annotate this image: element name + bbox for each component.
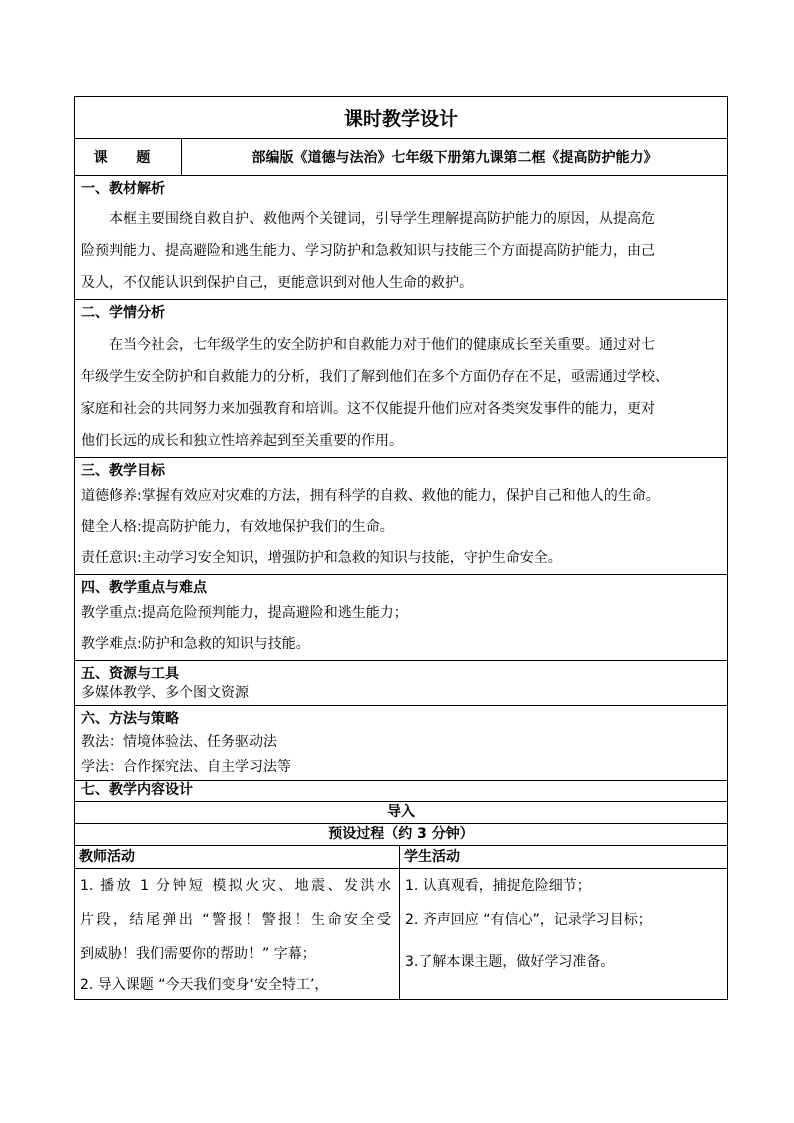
topic-value: 部编版《道德与法治》七年级下册第九课第二框《提高防护能力》 — [182, 139, 728, 176]
student-activity-header: 学生活动 — [400, 846, 728, 869]
textbook-section — [75, 176, 728, 300]
content-heading: 七、教学内容设计 — [81, 782, 193, 798]
stage-label: 导入 — [75, 802, 728, 824]
students-section — [75, 300, 728, 458]
topic-label: 课 题 — [75, 139, 182, 176]
key-points-section — [75, 575, 728, 661]
teacher-line: 2. 导入课题 “今天我们变身‘安全特工’， — [80, 977, 329, 993]
method-item: 学法：合作探究法、自主学习法等 — [81, 759, 291, 775]
teacher-activity-header: 教师活动 — [75, 846, 400, 869]
student-line: 1. 认真观看，捕捉危险细节； — [405, 878, 591, 894]
teacher-line: 到威胁！我们需要你的帮助！” 字幕； — [80, 946, 316, 962]
preset-label: 预设过程（约 3 分钟） — [75, 824, 728, 846]
teacher-line: 片段，结尾弹出 “警报！警报！生命安全受 — [80, 912, 391, 928]
student-line: 3.了解本课主题，做好学习准备。 — [405, 954, 615, 970]
goal-item: 责任意识:主动学习安全知识，增强防护和急救的知识与技能，守护生命安全。 — [81, 550, 562, 566]
student-activity-cell — [400, 869, 728, 1000]
textbook-line: 险预判能力、提高避险和逃生能力、学习防护和急救知识与技能三个方面提高防护能力，由己 — [81, 243, 655, 259]
page-title: 课时教学设计 — [75, 97, 728, 139]
textbook-heading: 一、教材解析 — [81, 181, 165, 197]
students-heading: 二、学情分析 — [81, 305, 165, 321]
students-line: 他们长远的成长和独立性培养起到至关重要的作用。 — [81, 433, 403, 449]
teacher-line: 1. 播放 1 分钟短 模拟火灾、地震、发洪水 — [80, 878, 391, 894]
students-line: 在当今社会，七年级学生的安全防护和自救能力对于他们的健康成长至关重要。通过对七 — [109, 337, 655, 353]
student-line: 2. 齐声回应 “有信心”，记录学习目标； — [405, 912, 652, 928]
key-point-item: 教学重点:提高危险预判能力，提高避险和逃生能力； — [81, 605, 408, 621]
lesson-plan-table — [74, 96, 728, 1000]
teacher-activity-cell — [75, 869, 400, 1000]
textbook-line: 及人，不仅能认识到保护自己，更能意识到对他人生命的救护。 — [81, 275, 473, 291]
methods-section — [75, 706, 728, 781]
teacher-activity — [80, 869, 391, 999]
students-line: 家庭和社会的共同努力来加强教育和培训。这不仅能提升他们应对各类突发事件的能力，更对 — [81, 401, 655, 417]
key-points-heading: 四、教学重点与难点 — [81, 580, 207, 596]
resources-heading: 五、资源与工具 — [81, 666, 179, 682]
goals-heading: 三、教学目标 — [81, 463, 165, 479]
content-section — [75, 781, 728, 802]
methods-heading: 六、方法与策略 — [81, 711, 179, 727]
goals-section — [75, 458, 728, 575]
goal-item: 道德修养:掌握有效应对灾难的方法，拥有科学的自救、救他的能力，保护自己和他人的生命。 — [81, 488, 660, 504]
students-line: 年级学生安全防护和自救能力的分析，我们了解到他们在多个方面仍存在不足，亟需通过学校、 — [81, 369, 669, 385]
goal-item: 健全人格:提高防护能力，有效地保护我们的生命。 — [81, 519, 394, 535]
method-item: 教法：情境体验法、任务驱动法 — [81, 734, 277, 750]
textbook-line: 本框主要围绕自救自护、救他两个关键词，引导学生理解提高防护能力的原因，从提高危 — [109, 211, 655, 227]
resources-section — [75, 661, 728, 706]
lesson-plan — [74, 96, 727, 1000]
resources-text: 多媒体教学、多个图文资源 — [81, 685, 249, 701]
key-point-item: 教学难点:防护和急救的知识与技能。 — [81, 636, 310, 652]
